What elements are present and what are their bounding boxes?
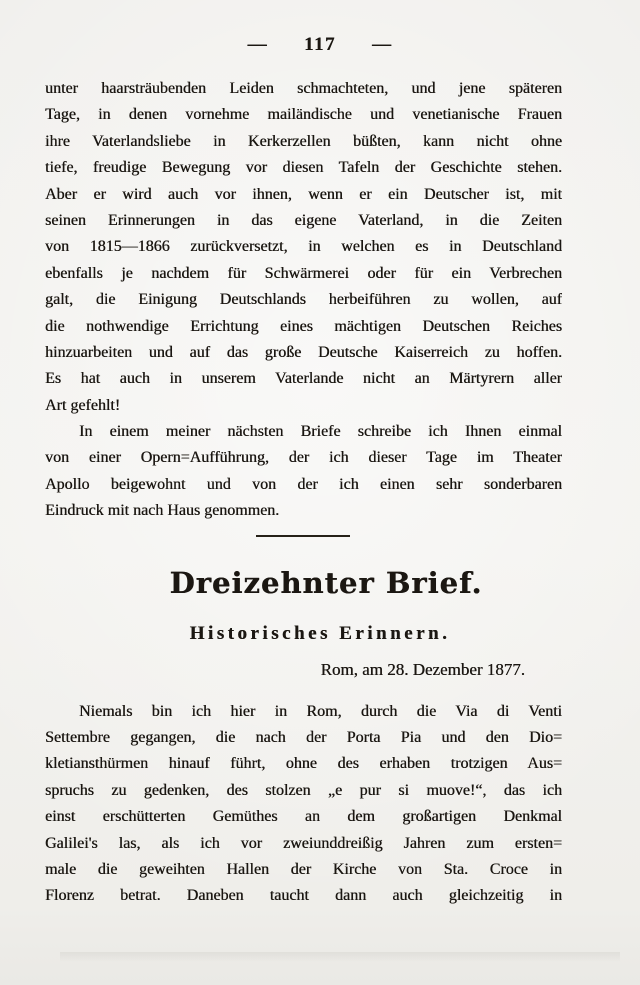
chapter-title: Dreizehnter Brief. <box>169 565 483 600</box>
text-line: hinzuarbeiten und auf das große Deutsche Kaiserreich zu hoffen. <box>45 343 562 361</box>
text-line: male die geweihten Hallen der Kirche von Sta. Croce in <box>45 860 562 878</box>
text-line: Florenz betrat. Daneben taucht dann auch gleichzeitig in <box>45 887 562 905</box>
text-line: kletiansthürmen hinauf führt, ohne des erhaben trotzigen Aus= <box>45 755 562 773</box>
text-line: spruchs zu gedenken, des stolzen „e pur si muove!“, das ich <box>45 781 562 799</box>
text-line: Niemals bin ich hier in Rom, durch die Via di Venti <box>79 702 562 720</box>
text-line: Galilei's las, als ich vor zweiunddreißig Jahren zum ersten= <box>45 834 562 852</box>
header-left-dash: — <box>247 34 269 55</box>
text-line: Apollo beigewohnt und von der ich einen sehr sonderbaren <box>45 475 562 493</box>
page-number: 117 <box>304 34 336 55</box>
dateline: Rom, am 28. Dezember 1877. <box>320 659 525 679</box>
paragraph-next-letter-note <box>45 419 562 525</box>
text-column <box>0 76 640 910</box>
text-line: von einer Opern=Aufführung, der ich dieser Tage im Theater <box>45 449 562 467</box>
chapter-subtitle: Historisches Erinnern. <box>189 622 451 644</box>
text-line: Aber er wird auch vor ihnen, wenn er ein Deutscher ist, mit <box>45 185 562 203</box>
text-line: galt, die Einigung Deutschlands herbeiführen zu wollen, auf <box>45 291 562 309</box>
text-line: Art gefehlt! <box>45 396 121 414</box>
text-line: Settembre gegangen, die nach der Porta Pia und den Dio= <box>45 729 562 747</box>
text-line: tiefe, freudige Bewegung vor diesen Tafeln der Geschichte stehen. <box>45 159 562 177</box>
text-line: Tage, in denen vornehme mailändische und venetianische Frauen <box>45 106 562 124</box>
text-line: ihre Vaterlandsliebe in Kerkerzellen büßten, kann nicht ohne <box>45 132 562 150</box>
text-line: Eindruck mit nach Haus genommen. <box>45 502 280 520</box>
text-line: ebenfalls je nachdem für Schwärmerei oder für ein Verbrechen <box>45 264 562 282</box>
text-line: die nothwendige Errichtung eines mächtigen Deutschen Reiches <box>45 317 562 335</box>
text-line: einst erschütterten Gemüthes an dem großartigen Denkmal <box>45 808 562 826</box>
text-line: von 1815—1866 zurückversetzt, in welchen es in Deutschland <box>45 238 562 256</box>
text-line: seinen Erinnerungen in das eigene Vaterland, in die Zeiten <box>45 211 562 229</box>
text-line: Es hat auch in unserem Vaterlande nicht an Märtyrern aller <box>45 370 562 388</box>
paragraph-continuation <box>45 76 562 419</box>
paragraph-rom-memories <box>45 699 562 910</box>
section-divider <box>256 535 350 537</box>
text-line: In einem meiner nächsten Briefe schreibe ich Ihnen einmal <box>79 423 562 441</box>
page-header <box>0 33 640 57</box>
header-right-dash: — <box>371 34 393 55</box>
text-line: unter haarsträubenden Leiden schmachteten, und jene späteren <box>45 80 562 97</box>
